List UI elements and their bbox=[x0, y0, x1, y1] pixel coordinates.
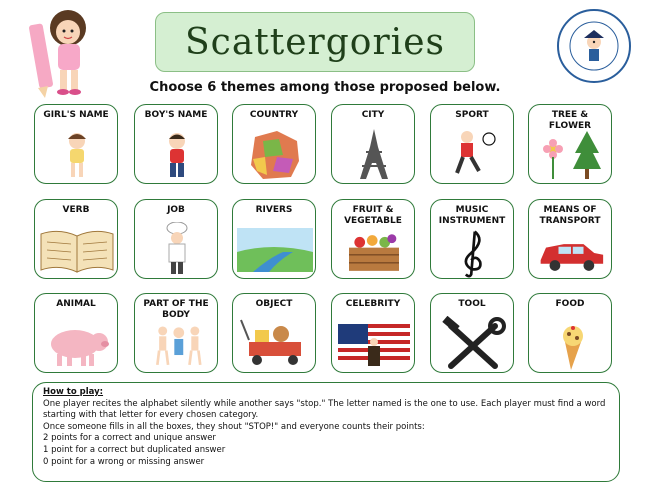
france-map-icon bbox=[233, 127, 316, 183]
how-to-play-box bbox=[32, 382, 620, 482]
how-to-play-line: 2 points for a correct and unique answer bbox=[43, 433, 216, 444]
theme-card bbox=[528, 293, 612, 373]
how-to-play-line: 1 point for a correct but duplicated answer bbox=[43, 444, 226, 455]
ice-cream-icon bbox=[529, 316, 612, 372]
theme-label: ANIMAL bbox=[56, 299, 96, 309]
eiffel-tower-icon bbox=[332, 127, 415, 183]
how-to-play-title: How to play: bbox=[43, 387, 104, 397]
title-banner bbox=[155, 12, 475, 72]
theme-label: SPORT bbox=[455, 110, 489, 120]
theme-label: FOOD bbox=[555, 299, 585, 309]
theme-card bbox=[34, 293, 118, 373]
theme-label: CITY bbox=[361, 110, 385, 120]
open-book-icon bbox=[35, 222, 118, 278]
theme-card bbox=[528, 199, 612, 279]
pig-icon bbox=[35, 316, 118, 372]
girl-icon bbox=[35, 127, 118, 183]
how-to-play-line: 0 point for a wrong or missing answer bbox=[43, 456, 205, 467]
theme-label: BOY'S NAME bbox=[144, 110, 208, 120]
theme-card bbox=[232, 104, 316, 184]
theme-card bbox=[430, 199, 514, 279]
theme-label: MEANS OF TRANSPORT bbox=[539, 205, 601, 226]
theme-card bbox=[34, 199, 118, 279]
theme-card bbox=[34, 104, 118, 184]
theme-label: MUSIC INSTRUMENT bbox=[438, 205, 506, 226]
tree-flower-icon bbox=[529, 127, 612, 183]
river-icon bbox=[233, 222, 316, 278]
theme-card bbox=[331, 104, 415, 184]
theme-card bbox=[134, 293, 218, 373]
theme-label: TOOL bbox=[458, 299, 486, 309]
theme-label: VERB bbox=[62, 205, 90, 215]
theme-label: FRUIT & VEGETABLE bbox=[344, 205, 402, 226]
instruction-text: Choose 6 themes among those proposed below. bbox=[149, 80, 501, 95]
theme-card bbox=[331, 199, 415, 279]
theme-label: OBJECT bbox=[255, 299, 293, 309]
theme-label: GIRL'S NAME bbox=[43, 110, 109, 120]
theme-card bbox=[528, 104, 612, 184]
treasure-hunt-logo-icon bbox=[556, 8, 632, 84]
chef-icon bbox=[135, 222, 218, 278]
theme-card bbox=[331, 293, 415, 373]
soccer-player-icon bbox=[431, 127, 514, 183]
theme-card bbox=[232, 293, 316, 373]
theme-label: TREE & FLOWER bbox=[548, 110, 592, 131]
how-to-play-line: Once someone fills in all the boxes, they shout "STOP!" and everyone counts their points: bbox=[43, 421, 425, 432]
theme-card bbox=[134, 199, 218, 279]
body-icon bbox=[135, 322, 218, 372]
theme-card bbox=[430, 104, 514, 184]
boy-icon bbox=[135, 127, 218, 183]
theme-label: PART OF THE BODY bbox=[143, 299, 209, 320]
theme-label: RIVERS bbox=[255, 205, 293, 215]
vegetable-crate-icon bbox=[332, 228, 415, 278]
how-to-play-line: One player recites the alphabet silently while another says "stop." The letter named is the one to use. Each player must find a word starting with that letter for every chosen category. bbox=[43, 398, 606, 421]
tools-icon bbox=[431, 316, 514, 372]
treble-clef-icon bbox=[431, 228, 514, 278]
toy-wagon-icon bbox=[233, 316, 316, 372]
theme-card bbox=[430, 293, 514, 373]
theme-card bbox=[232, 199, 316, 279]
theme-card bbox=[134, 104, 218, 184]
car-icon bbox=[529, 228, 612, 278]
theme-label: JOB bbox=[167, 205, 185, 215]
theme-label: CELEBRITY bbox=[345, 299, 401, 309]
flag-podium-icon bbox=[332, 316, 415, 372]
page-title: Scattergories bbox=[185, 21, 445, 63]
theme-label: COUNTRY bbox=[249, 110, 299, 120]
